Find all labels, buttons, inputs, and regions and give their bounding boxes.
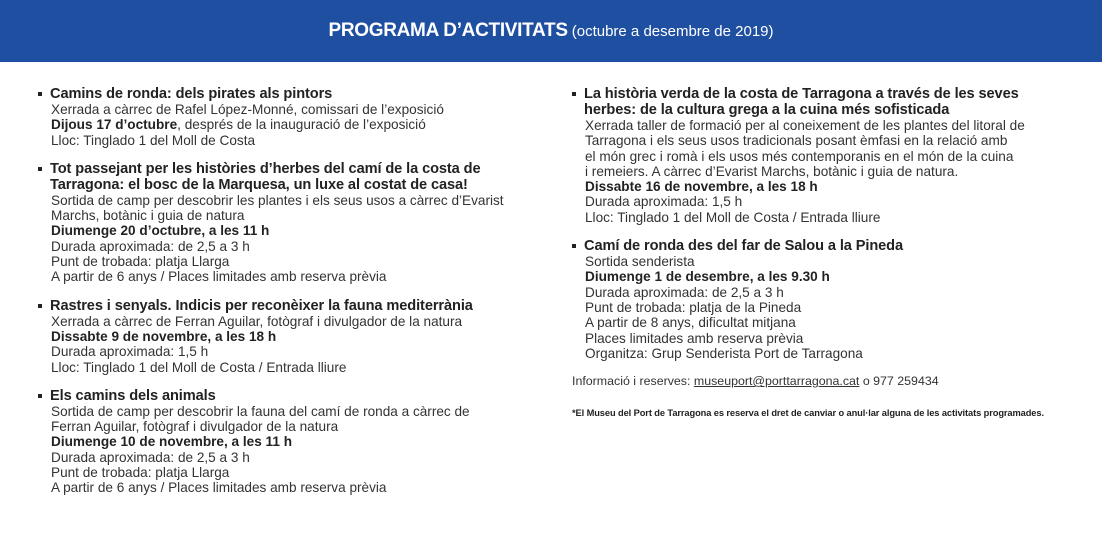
activity-detail-line: Ferran Aguilar, fotògraf i divulgador de la natura <box>51 419 339 435</box>
activity-detail-line: Sortida senderista <box>585 254 695 270</box>
email-link[interactable]: museuport@porttarragona.cat <box>693 374 860 389</box>
activity-item <box>572 238 1072 361</box>
bullet-icon <box>572 92 576 96</box>
activity-date: Diumenge 20 d’octubre, a les 11 h <box>51 223 270 239</box>
activity-detail-line: A partir de 8 anys, dificultat mitjana <box>585 315 796 331</box>
activity-detail-line: Durada aproximada: 1,5 h <box>585 194 743 210</box>
activity-title <box>38 298 538 314</box>
activity-date: Diumenge 10 de novembre, a les 11 h <box>51 434 293 450</box>
activity-title-line: Camins de ronda: dels pirates als pintors <box>50 86 333 102</box>
activity-item <box>38 161 538 285</box>
bullet-icon <box>38 394 42 398</box>
activity-detail-line <box>38 117 538 132</box>
activity-detail-line: Xerrada a càrrec de Rafel López-Monné, comissari de l’exposició <box>51 102 444 117</box>
activity-title-line: La història verda de la costa de Tarragona a través de les seves <box>584 86 1019 102</box>
activity-title-line: Tot passejant per les històries d’herbes del camí de la costa de <box>50 160 481 177</box>
activity-title <box>38 161 538 193</box>
activity-date: Dissabte 9 de novembre, a les 18 h <box>51 328 277 344</box>
activity-detail-line: A partir de 6 anys / Places limitades amb reserva prèvia <box>51 269 387 285</box>
activity-detail-line: Punt de trobada: platja Llarga <box>51 254 230 270</box>
activity-item <box>38 388 538 496</box>
activity-item <box>38 86 538 148</box>
activity-title-line: herbes: de la cultura grega a la cuina més sofisticada <box>584 102 950 118</box>
activity-detail-line: Durada aproximada: de 2,5 a 3 h <box>585 284 784 300</box>
left-column <box>38 86 538 509</box>
activity-title <box>572 86 1072 118</box>
activity-title-line: Camí de ronda des del far de Salou a la Pineda <box>584 238 903 255</box>
activity-detail-line: Lloc: Tinglado 1 del Moll de Costa / Entrada lliure <box>51 359 347 375</box>
activity-detail-line: Lloc: Tinglado 1 del Moll de Costa <box>51 132 256 148</box>
bullet-icon <box>38 304 42 308</box>
bullet-icon <box>38 167 42 171</box>
page-title: PROGRAMA D’ACTIVITATS <box>328 20 568 41</box>
activity-detail-line: i remeiers. A càrrec d’Evarist Marchs, botànic i guia de natura. <box>585 163 959 179</box>
activity-detail-line: Sortida de camp per descobrir les plantes i els seus usos a càrrec d’Evarist <box>51 192 504 208</box>
activity-detail-line: Punt de trobada: platja de la Pineda <box>585 299 802 315</box>
activity-date: Dissabte 16 de novembre, a les 18 h <box>585 179 818 195</box>
activity-detail-line: Tarragona i els seus usos tradicionals posant èmfasi en la relació amb <box>585 133 1008 149</box>
right-column <box>572 86 1072 418</box>
activity-item <box>572 86 1072 225</box>
activity-title-line: Els camins dels animals <box>50 387 216 404</box>
activity-detail-line: Durada aproximada: de 2,5 a 3 h <box>51 449 250 465</box>
activity-detail-line: Durada aproximada: de 2,5 a 3 h <box>51 238 250 254</box>
activity-detail-line: Sortida de camp per descobrir la fauna del camí de ronda a càrrec de <box>51 403 470 419</box>
activity-detail-line: el món grec i romà i els usos més contemporanis en el món de la cuina <box>585 148 1014 164</box>
activity-detail-line: A partir de 6 anys / Places limitades amb reserva prèvia <box>51 480 387 496</box>
activity-item <box>38 298 538 375</box>
activity-detail-line: Xerrada taller de formació per al coneixement de les plantes del litoral de <box>585 118 1025 133</box>
activity-detail-line: Durada aproximada: 1,5 h <box>51 344 209 360</box>
activity-title <box>572 238 1072 254</box>
activity-detail-line: Marchs, botànic i guia de natura <box>51 208 245 224</box>
activity-title <box>38 388 538 404</box>
bullet-icon <box>38 92 42 96</box>
activity-detail-line: Places limitades amb reserva prèvia <box>585 330 804 346</box>
bullet-icon <box>572 244 576 248</box>
activity-date: Diumenge 1 de desembre, a les 9.30 h <box>585 269 830 285</box>
contact-label: Informació i reserves: <box>572 374 694 389</box>
activity-detail-line: Lloc: Tinglado 1 del Moll de Costa / Entrada lliure <box>585 209 881 225</box>
header-banner <box>0 0 1102 62</box>
activity-detail-line: Xerrada a càrrec de Ferran Aguilar, fotògraf i divulgador de la natura <box>51 313 463 329</box>
activity-title-line: Rastres i senyals. Indicis per reconèixer la fauna mediterrània <box>50 297 473 314</box>
disclaimer-note: *El Museu del Port de Tarragona es reserva el dret de canviar o anul·lar alguna de les activitats programades. <box>572 408 1044 419</box>
activity-detail-text: , després de la inauguració de l’exposició <box>177 117 426 133</box>
activity-title <box>38 86 538 102</box>
activity-title-line: Tarragona: el bosc de la Marquesa, un luxe al costat de casa! <box>50 176 468 193</box>
activity-detail-line: Punt de trobada: platja Llarga <box>51 465 230 481</box>
activity-detail-line: Organitza: Grup Senderista Port de Tarragona <box>585 345 863 361</box>
page-subtitle: (octubre a desembre de 2019) <box>571 23 774 40</box>
activity-date: Dijous 17 d’octubre <box>51 117 178 133</box>
contact-phone: o 977 259434 <box>859 374 939 389</box>
contact-info <box>572 374 1072 388</box>
